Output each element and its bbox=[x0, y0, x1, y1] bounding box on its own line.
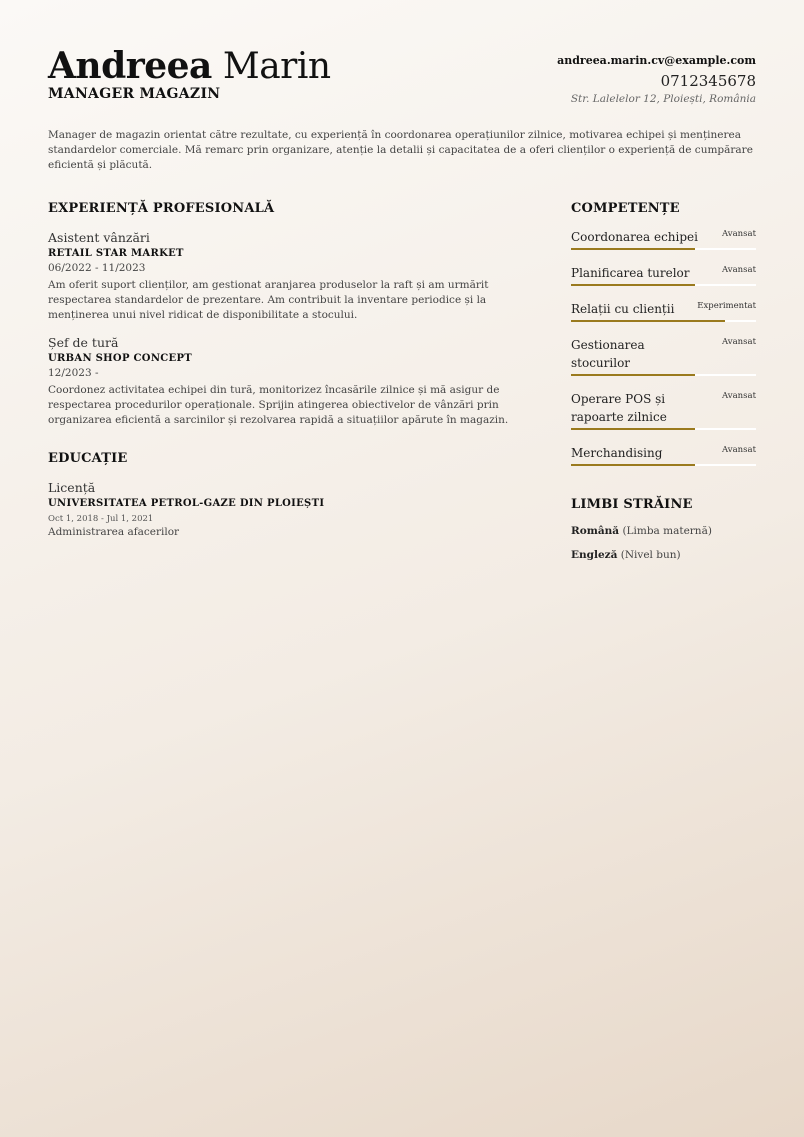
languages-heading: LIMBI STRĂINE bbox=[571, 497, 693, 512]
language-level: (Nivel bun) bbox=[620, 549, 681, 561]
skill-level-bar bbox=[571, 374, 756, 376]
education-field: Administrarea afacerilor bbox=[48, 526, 180, 538]
skill-level-bar bbox=[571, 248, 756, 250]
skills-list bbox=[571, 228, 756, 470]
language-item bbox=[571, 524, 756, 538]
education-school: UNIVERSITATEA PETROL-GAZE DIN PLOIEȘTI bbox=[48, 498, 325, 509]
last-name: Marin bbox=[222, 46, 331, 87]
skill-level: Avansat bbox=[722, 229, 756, 239]
skill-level: Avansat bbox=[722, 445, 756, 455]
skill-level-bar bbox=[571, 428, 756, 430]
skill-name: Operare POS și rapoarte zilnice bbox=[571, 392, 667, 424]
skill-level-bar bbox=[571, 284, 756, 286]
skill-level-fill bbox=[571, 284, 695, 286]
education-dates: Oct 1, 2018 - Jul 1, 2021 bbox=[48, 514, 154, 524]
job-entry-company: RETAIL STAR MARKET bbox=[48, 248, 184, 259]
education-entry bbox=[48, 480, 548, 539]
skill-level-bar bbox=[571, 464, 756, 466]
left-column bbox=[48, 200, 548, 539]
job-entry-description: Am oferit suport clienților, am gestionat aranjarea produselor la raft și am urmărit respectarea standardelor de prezentare. Am contribuit la inventare periodice și la menținerea unui nivel ridicat de disponibilitate a stocului. bbox=[48, 279, 489, 321]
skill-name: Planificarea turelor bbox=[571, 266, 690, 280]
skill-item bbox=[571, 228, 756, 254]
language-level: (Limba maternă) bbox=[622, 525, 712, 537]
skill-level-fill bbox=[571, 374, 695, 376]
profile-summary: Manager de magazin orientat către rezultate, cu experiență în coordonarea operațiunilor zilnice, motivarea echipei și menținerea standardelor comerciale. Mă remarc prin organizare, atenție la detalii și capacitatea de a oferi clienților o experiență de cumpărare eficientă și plăcută. bbox=[48, 129, 753, 171]
skills-section bbox=[571, 200, 756, 470]
language-item bbox=[571, 548, 756, 562]
education-section bbox=[48, 450, 548, 539]
skill-name: Gestionarea stocurilor bbox=[571, 338, 645, 370]
skill-level: Avansat bbox=[722, 265, 756, 275]
contact-info bbox=[557, 54, 756, 106]
skill-level-fill bbox=[571, 248, 695, 250]
experience-heading: EXPERIENȚĂ PROFESIONALĂ bbox=[48, 201, 275, 216]
skill-name: Coordonarea echipei bbox=[571, 230, 698, 244]
email[interactable]: andreea.marin.cv@example.com bbox=[557, 54, 756, 67]
address: Str. Lalelelor 12, Ploiești, România bbox=[570, 93, 756, 105]
skill-item bbox=[571, 264, 756, 290]
skill-name: Merchandising bbox=[571, 446, 663, 460]
job-entry-company: URBAN SHOP CONCEPT bbox=[48, 353, 192, 364]
job-entry-dates: 12/2023 - bbox=[48, 367, 99, 379]
candidate-name bbox=[48, 44, 331, 89]
languages-section bbox=[571, 496, 756, 562]
language-name: Engleză bbox=[571, 549, 618, 561]
education-heading: EDUCAȚIE bbox=[48, 451, 128, 466]
resume-header bbox=[48, 0, 756, 120]
job-entry-title: Asistent vânzări bbox=[48, 230, 150, 245]
first-name: Andreea bbox=[48, 45, 212, 87]
job-entry bbox=[48, 335, 548, 428]
phone[interactable]: 0712345678 bbox=[660, 72, 756, 90]
skill-level: Experimentat bbox=[697, 301, 756, 311]
skill-level-bar bbox=[571, 320, 756, 322]
experience-section bbox=[48, 200, 548, 428]
skill-item bbox=[571, 300, 756, 326]
skill-level-fill bbox=[571, 320, 725, 322]
skill-level-fill bbox=[571, 464, 695, 466]
skills-heading: COMPETENȚE bbox=[571, 201, 680, 216]
job-entry-title: Șef de tură bbox=[48, 335, 119, 350]
skill-level: Avansat bbox=[722, 391, 756, 401]
language-name: Română bbox=[571, 525, 620, 537]
education-degree: Licență bbox=[48, 480, 96, 495]
skill-item bbox=[571, 390, 756, 434]
job-entry-description: Coordonez activitatea echipei din tură, monitorizez încasările zilnice și mă asigur de respectarea procedurilor operaționale. Sprijin atingerea obiectivelor de vânzări prin organizarea eficientă a sarcinilor și rezolvarea rapidă a situațiilor apărute în magazin. bbox=[48, 384, 509, 426]
skill-item bbox=[571, 444, 756, 470]
skill-level: Avansat bbox=[722, 337, 756, 347]
right-column bbox=[571, 200, 756, 562]
skill-item bbox=[571, 336, 756, 380]
job-entry-dates: 06/2022 - 11/2023 bbox=[48, 262, 146, 274]
job-title: MANAGER MAGAZIN bbox=[48, 86, 221, 102]
resume-page bbox=[48, 0, 756, 561]
skill-name: Relații cu clienții bbox=[571, 302, 675, 316]
skill-level-fill bbox=[571, 428, 695, 430]
job-entry bbox=[48, 230, 548, 323]
